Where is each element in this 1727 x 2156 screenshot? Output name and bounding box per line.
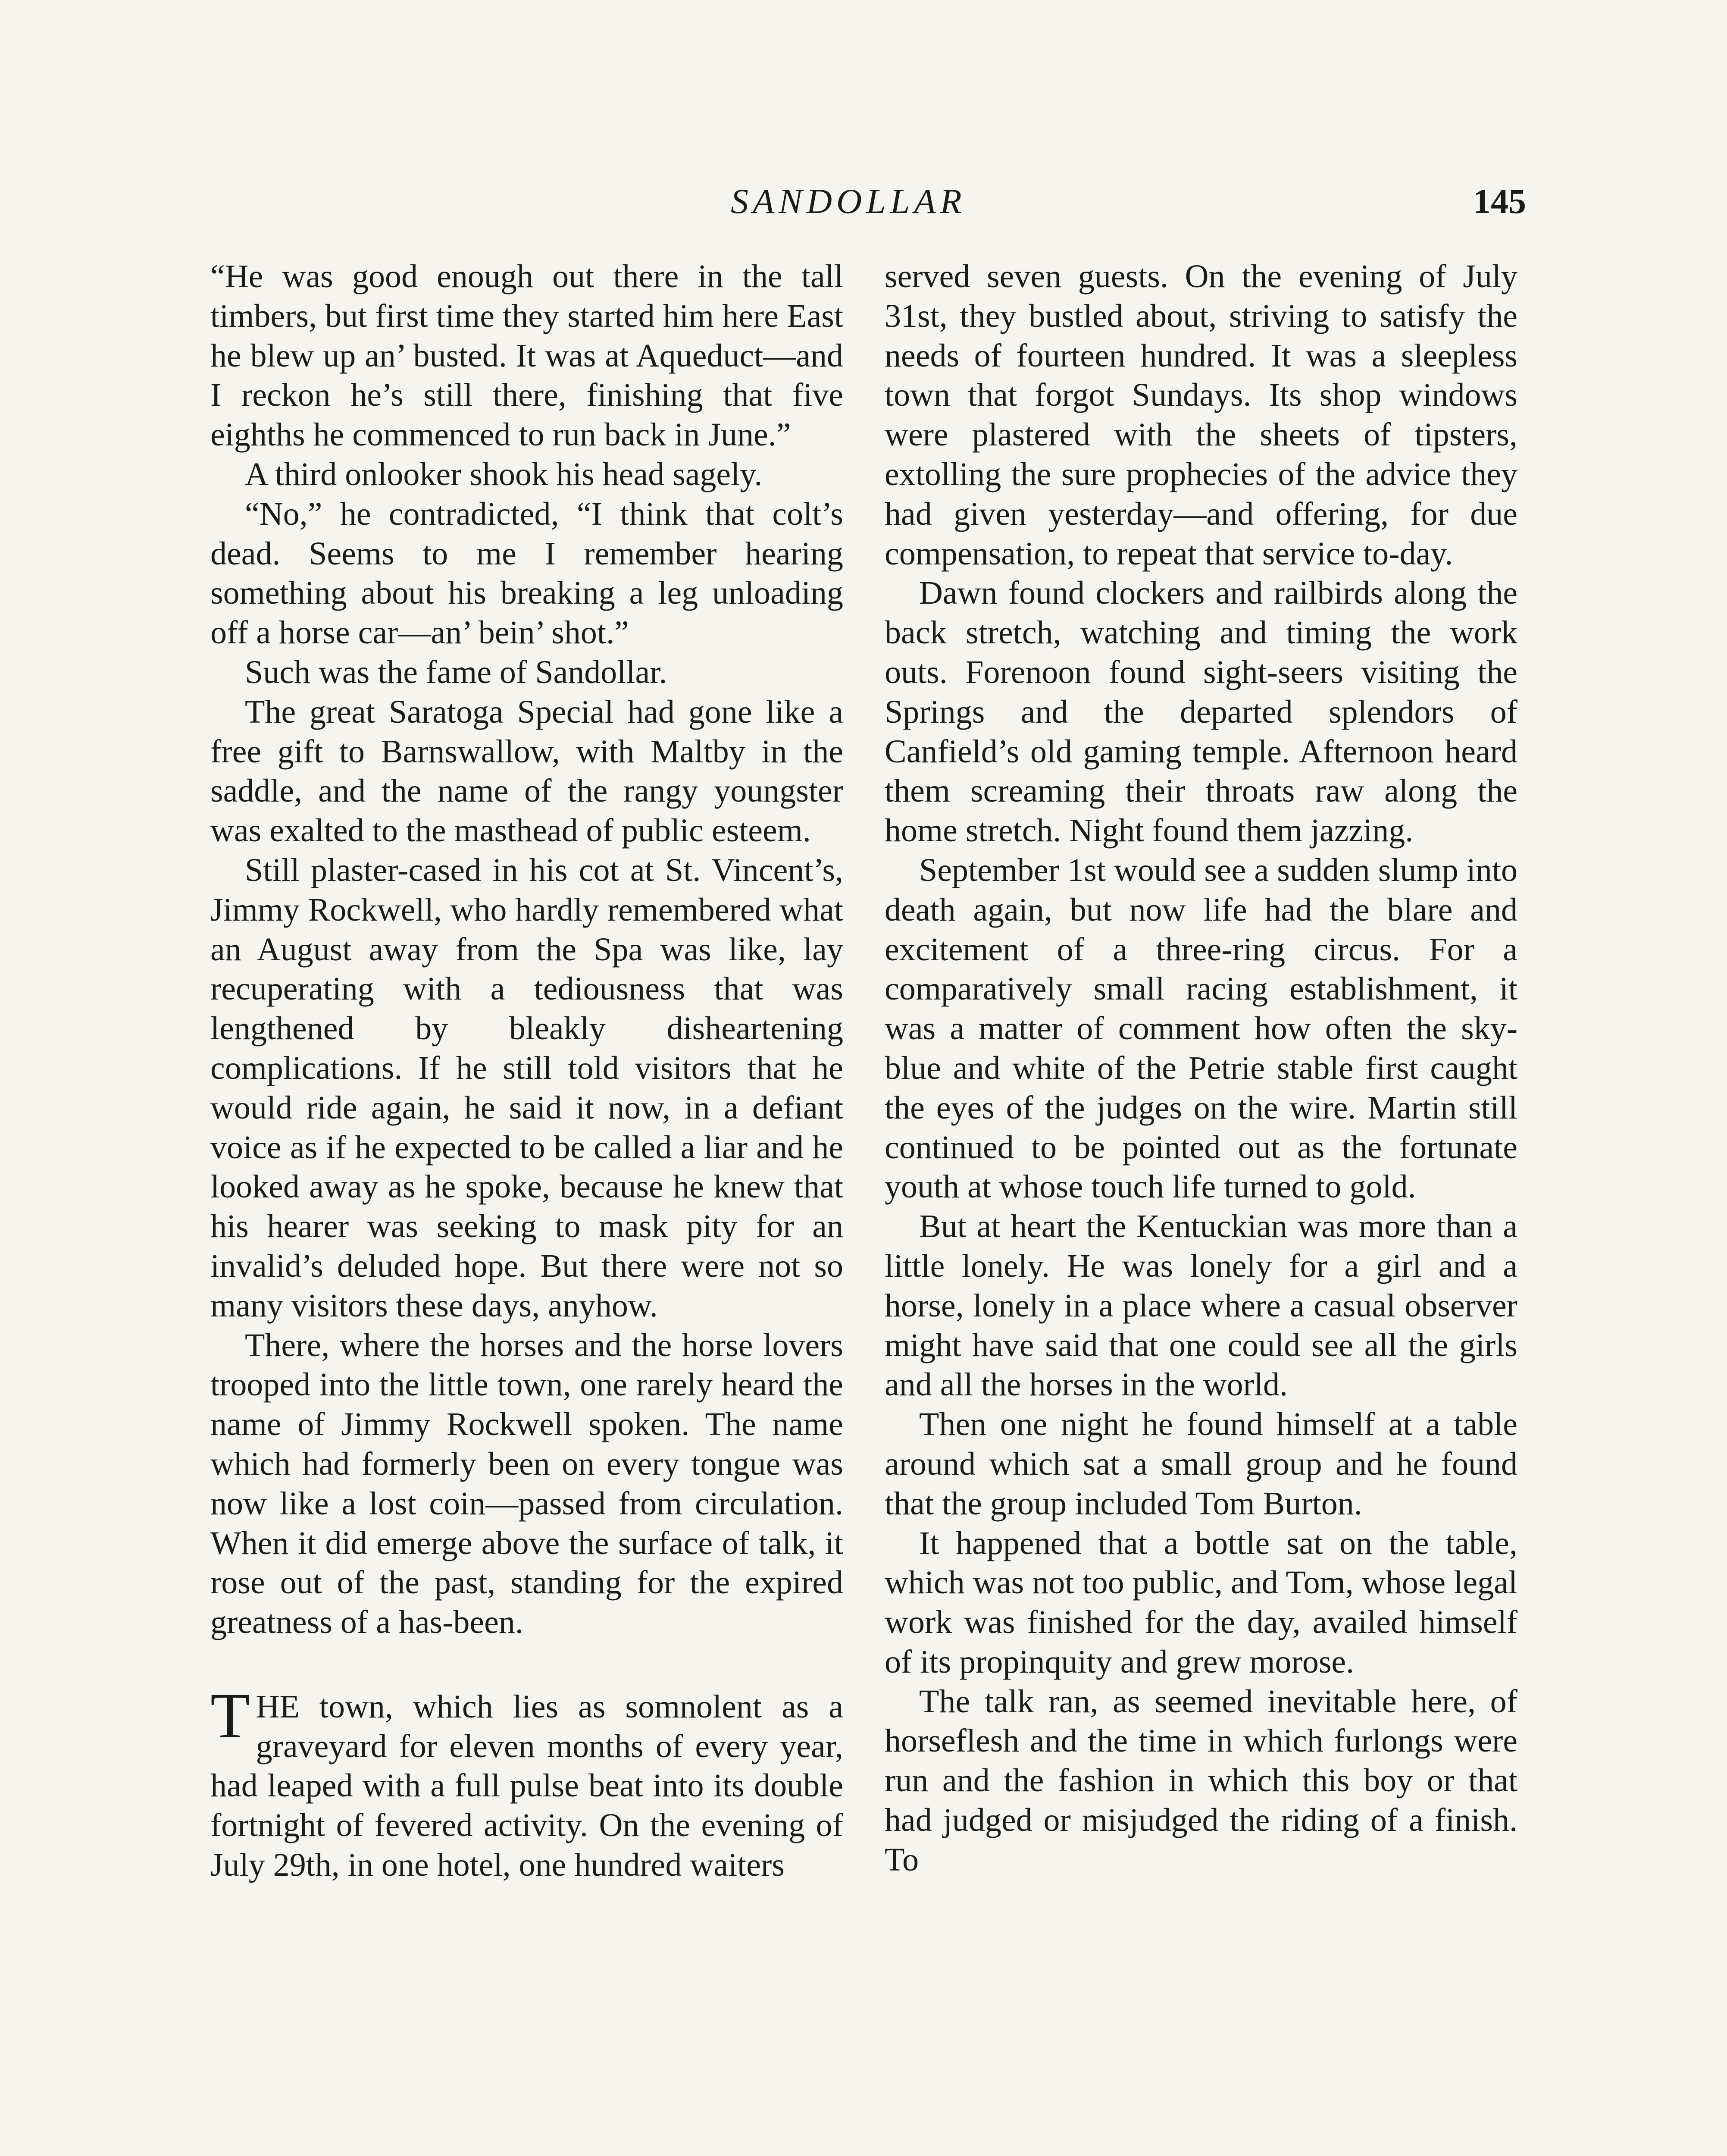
paragraph: September 1st would see a sudden slump into death again, but now life had the blare and excitement of a three-ring circus. For a comparatively small racing establishment, it was a matter of comment how often the sky-blue and white of the Petrie stable first caught the eyes of the judges on the wire. Martin still continued to be pointed out as the fortunate youth at whose touch life turned to gold. xyxy=(885,852,1517,1205)
paragraph: served seven guests. On the evening of July 31st, they bustled about, striving to satisfy the needs of fourteen hundred. It was a sleepless town that forgot Sundays. Its shop windows were plastered with the sheets of tipsters, extolling the sure prophecies of the advice they had given yesterday—and offering, for due compensation, to repeat that service to-day. xyxy=(885,258,1517,572)
right-column xyxy=(885,257,1517,1880)
paragraph: A third onlooker shook his head sagely. xyxy=(245,456,763,492)
paragraph: It happened that a bottle sat on the table, which was not too public, and Tom, whose legal work was finished for the day, availed himself of its propinquity and grew morose. xyxy=(885,1525,1517,1680)
left-column xyxy=(210,257,843,1885)
paragraph: “No,” he contradicted, “I think that colt’s dead. Seems to me I remember hearing something about his breaking a leg unloading off a horse car—an’ bein’ shot.” xyxy=(210,495,843,651)
drop-cap: T xyxy=(210,1680,250,1752)
running-head xyxy=(207,181,1526,233)
paragraph: There, where the horses and the horse lovers trooped into the little town, one rarely heard the name of Jimmy Rockwell spoken. The name which had formerly been on every tongue was now like a lost coin—passed from circulation. When it did emerge above the surface of talk, it rose out of the past, standing for the expired greatness of a has-been. xyxy=(210,1327,843,1641)
paragraph: The talk ran, as seemed inevitable here, of horseflesh and the time in which furlongs were run and the fashion in which this boy or that had judged or misjudged the riding of a finish. To xyxy=(885,1683,1517,1878)
paragraph: Still plaster-cased in his cot at St. Vincent’s, Jimmy Rockwell, who hardly remembered what an August away from the Spa was like, lay recuperating with a tediousness that was lengthened by bleakly disheartening complications. If he still told visitors that he would ride again, he said it now, in a defiant voice as if he expected to be called a liar and he looked away as he spoke, because he knew that his hearer was seeking to mask pity for an invalid’s deluded hope. But there were not so many visitors these days, anyhow. xyxy=(210,852,843,1324)
paragraph: Then one night he found himself at a table around which sat a small group and he found that the group included Tom Burton. xyxy=(885,1406,1517,1522)
paragraph: The great Saratoga Special had gone like a free gift to Barnswallow, with Maltby in the saddle, and the name of the rangy youngster was exalted to the masthead of public esteem. xyxy=(210,693,843,849)
paragraph: “He was good enough out there in the tall timbers, but first time they started him here East he blew up an’ busted. It was at Aqueduct—and I reckon he’s still there, finishing that five eighths he commenced to run back in June.” xyxy=(210,258,843,453)
section-opening-text: HE town, which lies as somnolent as a graveyard for eleven months of every year, had leaped with a full pulse beat into its double fortnight of fevered activity. On the evening of July 29th, in one hotel, one hundred waiters xyxy=(210,1688,843,1883)
paragraph: Dawn found clockers and railbirds along the back stretch, watching and timing the work outs. Forenoon found sight-seers visiting the Springs and the departed splendors of Canfield’s old gaming temple. Afternoon heard them screaming their throats raw along the home stretch. Night found them jazzing. xyxy=(885,575,1517,849)
page-number: 145 xyxy=(1473,182,1526,221)
running-title: SANDOLLAR xyxy=(731,182,966,221)
paragraph: But at heart the Kentuckian was more than a little lonely. He was lonely for a girl and a horse, lonely in a place where a casual observer might have said that one could see all the girls and all the horses in the world. xyxy=(885,1208,1517,1403)
paragraph: Such was the fame of Sandollar. xyxy=(245,654,667,690)
section-opening-paragraph xyxy=(210,1680,843,1885)
